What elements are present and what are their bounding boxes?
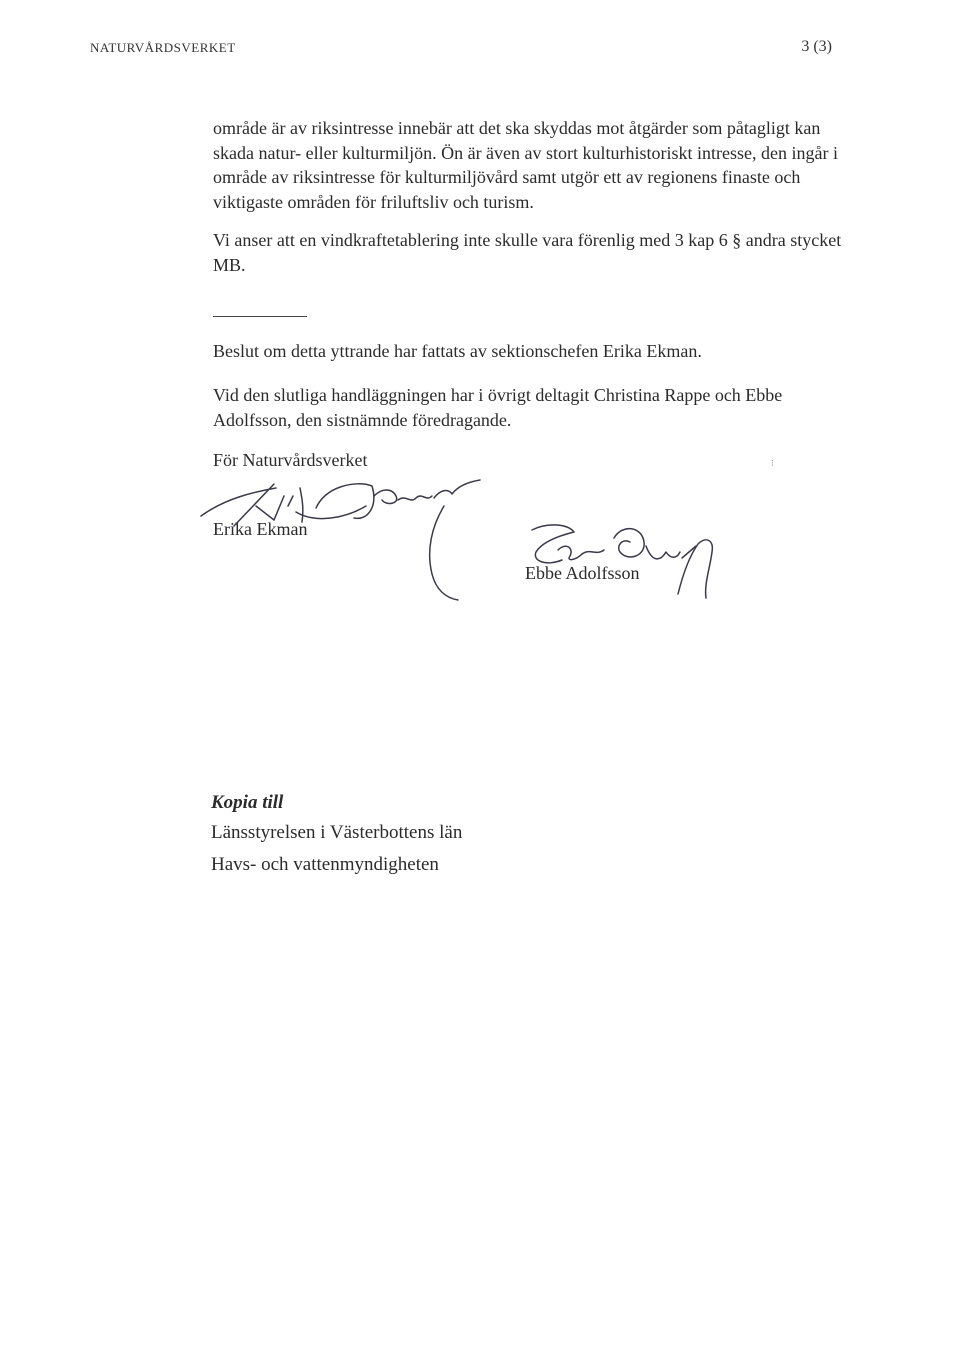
- copy-recipient-havs-och-vatten: Havs- och vattenmyndigheten: [211, 854, 439, 875]
- signer-name-erika-ekman: Erika Ekman: [213, 519, 308, 539]
- closing-line: För Naturvårdsverket: [213, 450, 368, 470]
- body-paragraph-handlaggning: Vid den slutliga handläggningen har i övrigt deltagit Christina Rappe och Ebbe Adolfsson, den sistnämnde föredragande.: [213, 385, 783, 430]
- section-divider: [213, 316, 307, 317]
- page-number: 3 (3): [801, 38, 832, 55]
- body-paragraph-beslut: Beslut om detta yttrande har fattats av sektionschefen Erika Ekman.: [213, 341, 702, 361]
- signer-name-ebbe-adolfsson: Ebbe Adolfsson: [525, 563, 640, 583]
- body-paragraph-vindkraft: Vi anser att en vindkraftetablering inte skulle vara förenlig med 3 kap 6 § andra stycket MB.: [213, 230, 842, 275]
- scan-speck: ⁝: [771, 458, 774, 468]
- ebbe-adolfsson-signature-image: [518, 518, 728, 618]
- copy-recipients-heading: Kopia till: [211, 792, 284, 813]
- organization-name: NATURVÅRDSVERKET: [90, 40, 236, 55]
- copy-recipient-lansstyrelsen: Länsstyrelsen i Västerbottens län: [211, 822, 463, 843]
- erika-ekman-signature-image: [196, 466, 496, 606]
- body-paragraph-riksintresse: område är av riksintresse innebär att det ska skyddas mot åtgärder som påtagligt kan skada natur- eller kulturmiljön. Ön är även av stort kulturhistoriskt intresse, den ingår i område av riksintresse för kulturmiljövård samt utgör ett av regionens finaste och viktigaste områden för friluftsliv och turism.: [213, 118, 838, 212]
